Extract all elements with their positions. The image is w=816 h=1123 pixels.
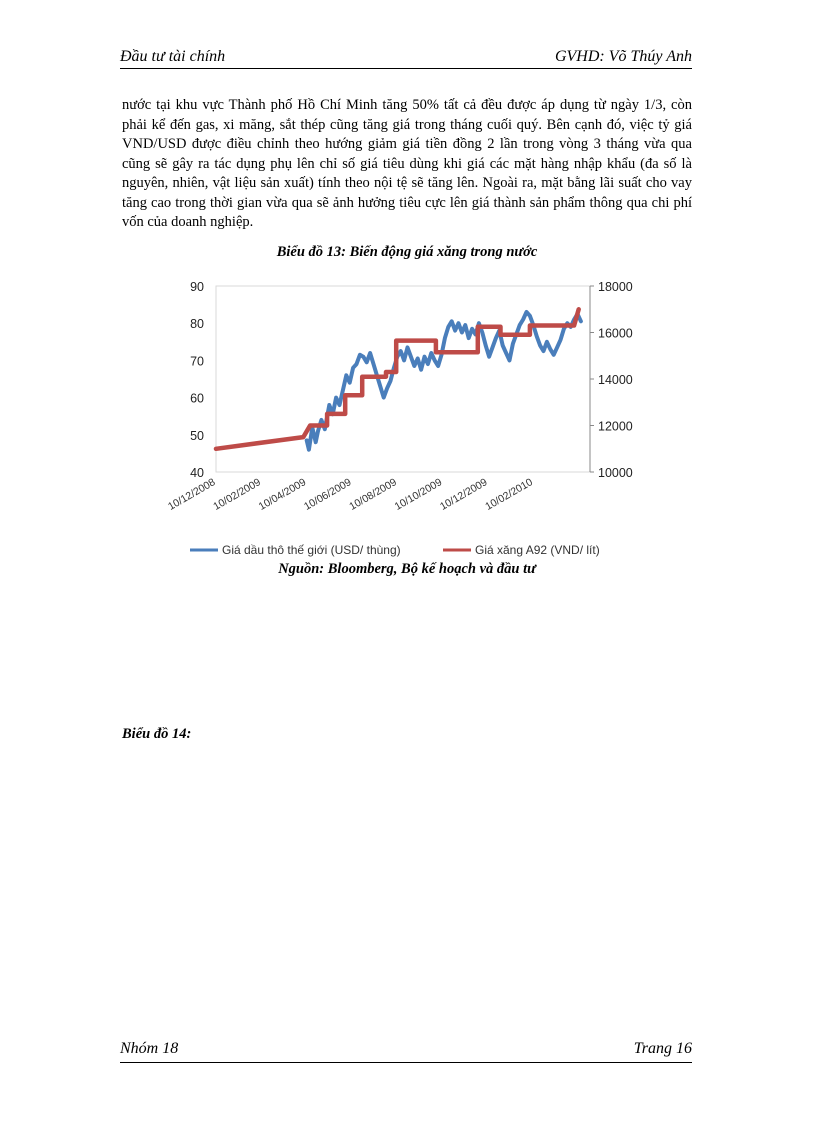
y-left-tick-label: 90: [190, 280, 204, 294]
x-tick-label: 10/02/2009: [211, 476, 263, 513]
next-chart-title: Biểu đồ 14:: [122, 726, 192, 742]
y-left-tick-label: 60: [190, 391, 204, 406]
y-right-tick-label: 16000: [598, 326, 633, 341]
legend-label: Giá xăng A92 (VND/ lít): [475, 543, 600, 557]
y-right-tick-label: 18000: [598, 280, 633, 294]
footer-group: Nhóm 18: [120, 1040, 179, 1057]
y-right-tick-label: 14000: [598, 373, 633, 387]
y-right-tick-label: 10000: [598, 466, 633, 480]
x-tick-label: 10/04/2009: [256, 476, 309, 513]
header-instructor: GVHD: Võ Thúy Anh: [554, 48, 692, 65]
y-left-tick-label: 40: [190, 466, 204, 480]
footer-page-number: Trang 16: [633, 1040, 692, 1057]
x-tick-label: 10/06/2009: [301, 476, 354, 513]
header-course-title: Đầu tư tài chính: [120, 48, 226, 65]
legend-label: Giá dầu thô thế giới (USD/ thùng): [222, 543, 401, 557]
x-tick-label: 10/02/2010: [483, 476, 535, 513]
x-tick-label: 10/12/2009: [437, 476, 490, 513]
plot-area: [216, 286, 590, 472]
y-left-tick-label: 80: [190, 317, 204, 332]
chart-source: Nguồn: Bloomberg, Bộ kế hoạch và đầu tư: [278, 561, 536, 577]
body-paragraph: nước tại khu vực Thành phố Hồ Chí Minh tăng 50% tất cả đều được áp dụng từ ngày 1/3, còn phải kể đến gas, xi măng, sắt thép cũng tăng giá trong tháng cuối quý. Bên cạnh đó, việc tỷ giá VND/USD được điều chỉnh theo hướng giảm giá tiền đồng 2 lần trong vòng 3 tháng vừa qua cũng sẽ gây ra tác dụng phụ lên chỉ số giá tiêu dùng khi giá các mặt hàng nhập khẩu (đa số là nguyên, nhiên, vật liệu sản xuất) tính theo nội tệ sẽ tăng lên. Ngoài ra, mặt bằng lãi suất cho vay tăng cao trong thời gian vừa qua sẽ ảnh hưởng tiêu cực lên giá thành sản phẩm thông qua chi phí vốn của doanh nghiệp.: [122, 97, 692, 230]
page-header: [120, 48, 692, 69]
x-tick-label: 10/12/2008: [166, 476, 218, 513]
x-tick-label: 10/10/2009: [392, 476, 445, 513]
y-left-tick-label: 70: [190, 354, 204, 369]
fuel-price-chart: [166, 266, 650, 560]
x-tick-label: 10/08/2009: [347, 476, 399, 513]
y-left-tick-label: 50: [190, 428, 204, 443]
y-right-tick-label: 12000: [598, 419, 633, 434]
chart-title: Biểu đồ 13: Biến động giá xăng trong nước: [276, 244, 538, 260]
page-footer: [120, 1040, 692, 1063]
